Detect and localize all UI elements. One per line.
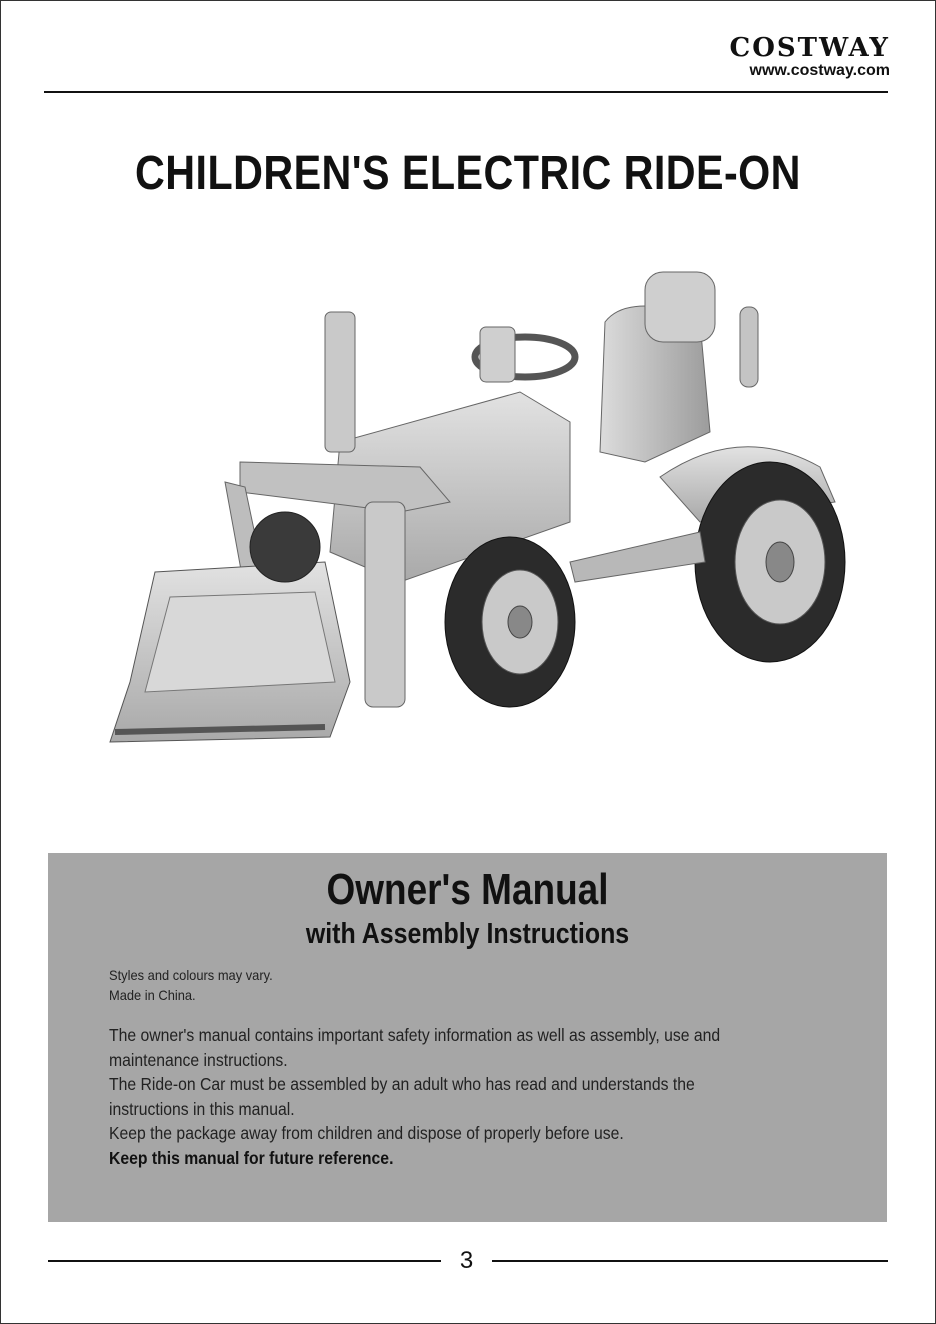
note-line: Styles and colours may vary.	[109, 967, 273, 983]
brand-name: COSTWAY	[729, 33, 890, 63]
manual-subtitle: with Assembly Instructions	[305, 918, 630, 950]
instruction-line: Keep the package away from children and dispose of properly before use.	[109, 1123, 624, 1143]
page-number: 3	[459, 1247, 474, 1274]
page-title: CHILDREN'S ELECTRIC RIDE-ON	[135, 147, 801, 200]
keep-manual-notice: Keep this manual for future reference.	[109, 1147, 394, 1168]
instruction-line: instructions in this manual.	[109, 1098, 295, 1119]
manual-title: Owner's Manual	[326, 865, 609, 914]
info-panel	[48, 853, 887, 1222]
instruction-line: The owner's manual contains important safety information as well as assembly, use and	[109, 1025, 721, 1045]
instruction-line: maintenance instructions.	[109, 1049, 288, 1070]
footer-rule-left	[48, 1260, 441, 1262]
header-rule	[44, 91, 888, 93]
product-notes	[109, 965, 287, 1005]
manual-instructions	[109, 1023, 869, 1170]
note-line: Made in China.	[109, 987, 196, 1003]
brand-logo	[730, 34, 890, 80]
brand-url: www.costway.com	[749, 62, 890, 79]
instruction-line: The Ride-on Car must be assembled by an adult who has read and understands the	[109, 1074, 695, 1094]
footer-rule-right	[492, 1260, 888, 1262]
ride-on-tractor-illustration	[100, 262, 860, 762]
